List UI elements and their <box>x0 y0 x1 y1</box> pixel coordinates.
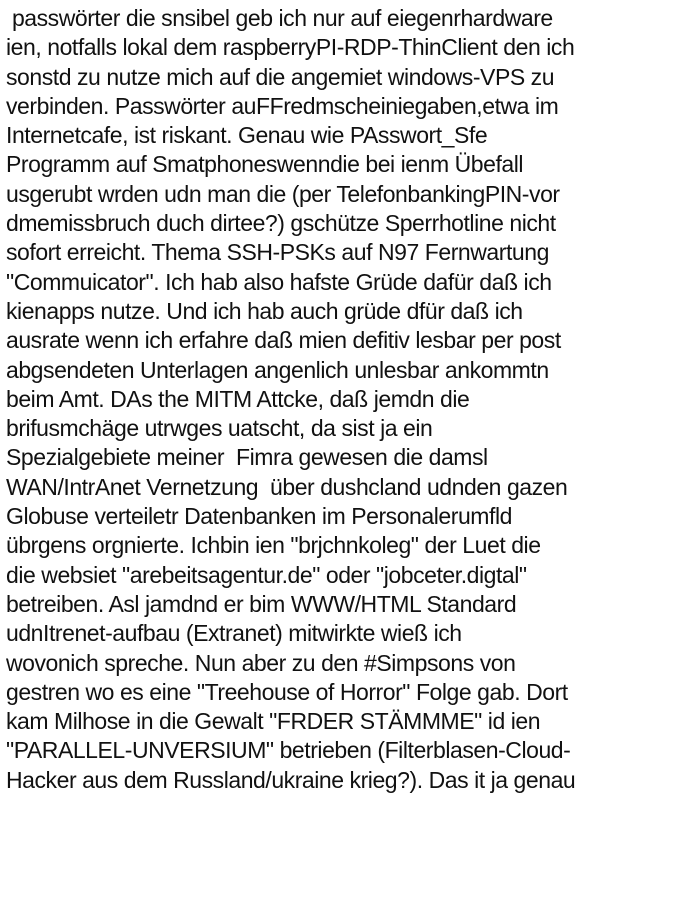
text-line: beim Amt. DAs the MITM Attcke, daß jemdn die <box>6 385 470 412</box>
document-text <box>6 4 682 795</box>
text-line: dmemissbruch duch dirtee?) gschütze Sperrhotline nicht <box>6 210 556 237</box>
text-line: udnItrenet-aufbau (Extranet) mitwirkte wieß ich <box>6 620 462 647</box>
text-line: "Commuicator". Ich hab also hafste Grüde dafür daß ich <box>6 268 552 295</box>
text-line: Spezialgebiete meiner Fimra gewesen die damsl <box>6 444 488 471</box>
text-line: brifusmchäge utrwges uatscht, da sist ja ein <box>6 415 433 442</box>
text-line: kienapps nutze. Und ich hab auch grüde dfür daß ich <box>6 297 523 324</box>
text-line: usgerubt wrden udn man die (per TelefonbankingPIN-vor <box>6 180 560 207</box>
text-line: sofort erreicht. Thema SSH-PSKs auf N97 Fernwartung <box>6 239 549 266</box>
text-line: gestren wo es eine "Treehouse of Horror" Folge gab. Dort <box>6 678 568 705</box>
text-line: Globuse verteiletr Datenbanken im Personalerumfld <box>6 503 512 530</box>
text-line: ausrate wenn ich erfahre daß mien defitiv lesbar per post <box>6 327 561 354</box>
text-line: Hacker aus dem Russland/ukraine krieg?). Das it ja genau <box>6 766 576 793</box>
text-line: übrgens orgnierte. Ichbin ien "brjchnkoleg" der Luet die <box>6 532 541 559</box>
text-line: WAN/IntrAnet Vernetzung über dushcland udnden gazen <box>6 473 568 500</box>
text-line: passwörter die snsibel geb ich nur auf eiegenrhardware <box>6 5 553 31</box>
text-line: wovonich spreche. Nun aber zu den #Simpsons von <box>6 649 516 676</box>
text-line: Programm auf Smatphoneswenndie bei ienm Übefall <box>6 151 524 178</box>
text-line: verbinden. Passwörter auFFredmscheiniegaben,etwa im <box>6 92 559 119</box>
text-line: abgsendeten Unterlagen angenlich unlesbar ankommtn <box>6 356 549 383</box>
text-line: Internetcafe, ist riskant. Genau wie PAsswort_Sfe <box>6 122 488 149</box>
text-line: "PARALLEL-UNVERSIUM" betrieben (Filterblasen-Cloud- <box>6 737 571 764</box>
text-line: sonstd zu nutze mich auf die angemiet windows-VPS zu <box>6 63 555 90</box>
text-line: kam Milhose in die Gewalt "FRDER STÄMMME" id ien <box>6 708 541 735</box>
text-line: betreiben. Asl jamdnd er bim WWW/HTML Standard <box>6 590 517 617</box>
text-line: die websiet "arebeitsagentur.de" oder "jobceter.digtal" <box>6 561 527 588</box>
text-line: ien, notfalls lokal dem raspberryPI-RDP-ThinClient den ich <box>6 34 575 61</box>
